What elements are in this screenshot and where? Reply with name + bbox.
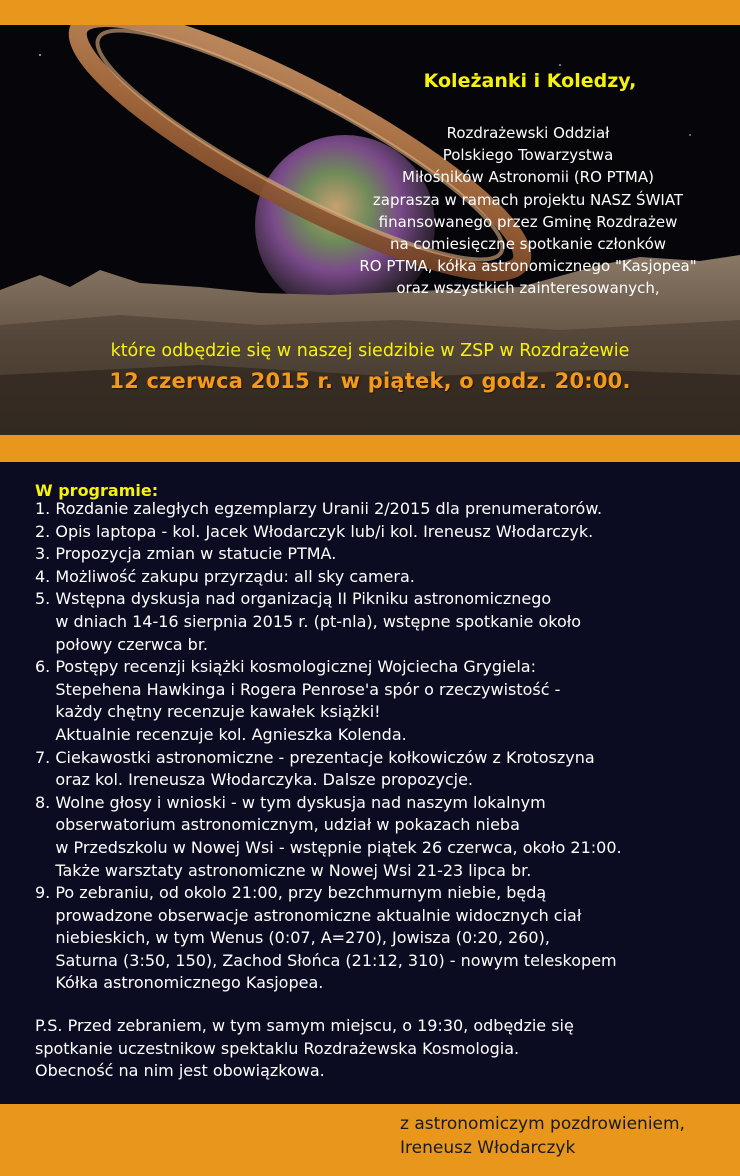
- venue-text: które odbędzie się w naszej siedzibie w ZSP w Rozdrażewie: [110, 341, 630, 361]
- program-item-3: [35, 543, 735, 566]
- intro-line: zaprasza w ramach projektu NASZ ŚWIAT: [372, 190, 684, 209]
- intro-line: Polskiego Towarzystwa: [442, 146, 614, 165]
- signature: [400, 1112, 740, 1160]
- program-line: w dniach 14-16 sierpnia 2015 r. (pt-nla), wstępne spotkanie około: [35, 611, 582, 631]
- program-line: w Przedszkolu w Nowej Wsi - wstępnie piątek 26 czerwca, około 21:00.: [35, 837, 622, 857]
- program-line: 3. Propozycja zmian w statucie PTMA.: [35, 544, 337, 564]
- greeting-heading: Koleżanki i Koledzy,: [423, 70, 637, 92]
- intro-line: oraz wszystkich zainteresowanych,: [396, 279, 660, 298]
- program-line: 4. Możliwość zakupu przyrządu: all sky camera.: [35, 566, 415, 586]
- program-line: Saturna (3:50, 150), Zachod Słońca (21:12, 310) - nowym teleskopem: [35, 950, 617, 970]
- program-line: 8. Wolne głosy i wnioski - w tym dyskusja nad naszym lokalnym: [35, 792, 546, 812]
- program-line: oraz kol. Ireneusza Włodarczyka. Dalsze propozycje.: [35, 770, 473, 790]
- program-item-2: [35, 521, 735, 544]
- program-item-9: [35, 882, 735, 995]
- top-orange-band: [0, 0, 740, 25]
- intro-line: finansowanego przez Gminę Rozdrażew: [378, 212, 678, 231]
- intro-line: RO PTMA, kółka astronomicznego "Kasjopea": [359, 257, 697, 276]
- program-line: obserwatorium astronomicznym, udział w pokazach nieba: [35, 815, 520, 835]
- program-line: 6. Postępy recenzji książki kosmologicznej Wojciecha Grygiela:: [35, 657, 536, 677]
- program-item-1: [35, 498, 735, 521]
- signature-name: Ireneusz Włodarczyk: [400, 1138, 576, 1158]
- program-line: 9. Po zebraniu, od okolo 21:00, przy bezchmurnym niebie, będą: [35, 883, 547, 903]
- intro-line: Miłośników Astronomii (RO PTMA): [402, 168, 654, 187]
- program-list: [35, 498, 735, 995]
- program-line: niebieskich, w tym Wenus (0:07, A=270), Jowisza (0:20, 260),: [35, 928, 550, 948]
- program-item-8: [35, 792, 735, 882]
- program-line: Aktualnie recenzuje kol. Agnieszka Kolenda.: [35, 724, 407, 744]
- program-line: każdy chętny recenzuje kawałek książki!: [35, 702, 381, 722]
- program-line: połowy czerwca br.: [35, 634, 209, 654]
- ps-line: Obecność na nim jest obowiązkowa.: [35, 1061, 325, 1081]
- program-line: Także warsztaty astronomiczne w Nowej Wsi 21-23 lipca br.: [35, 860, 532, 880]
- program-item-5: [35, 588, 735, 656]
- middle-orange-band: [0, 435, 740, 462]
- program-item-7: [35, 747, 735, 792]
- intro-line: na comiesięczne spotkanie członków: [389, 235, 667, 254]
- invitation-text: [318, 122, 738, 300]
- ps-line: spotkanie uczestnikow spektaklu Rozdrażewska Kosmologia.: [35, 1038, 520, 1058]
- program-item-4: [35, 566, 735, 589]
- program-line: 7. Ciekawostki astronomiczne - prezentacje kołkowiczów z Krotoszyna: [35, 747, 595, 767]
- program-line: 2. Opis laptopa - kol. Jacek Włodarczyk lub/i kol. Ireneusz Włodarczyk.: [35, 521, 594, 541]
- event-date: 12 czerwca 2015 r. w piątek, o godz. 20:00.: [109, 369, 631, 393]
- postscript: [35, 1015, 735, 1083]
- program-line: Stepehena Hawkinga i Rogera Penrose'a spór o rzeczywistość -: [35, 679, 561, 699]
- program-line: 5. Wstępna dyskusja nad organizacją II Pikniku astronomicznego: [35, 589, 552, 609]
- ps-line: P.S. Przed zebraniem, w tym samym miejscu, o 19:30, odbędzie się: [35, 1016, 574, 1035]
- program-line: Kółka astronomicznego Kasjopea.: [35, 973, 324, 993]
- program-item-6: [35, 656, 735, 746]
- program-title: W programie:: [35, 481, 159, 500]
- signature-greeting: z astronomiczym pozdrowieniem,: [400, 1114, 685, 1134]
- program-line: 1. Rozdanie zaległych egzemplarzy Uranii 2/2015 dla prenumeratorów.: [35, 499, 603, 518]
- intro-line: Rozdrażewski Oddział: [446, 124, 610, 142]
- program-line: prowadzone obserwacje astronomiczne aktualnie widocznych ciał: [35, 905, 582, 925]
